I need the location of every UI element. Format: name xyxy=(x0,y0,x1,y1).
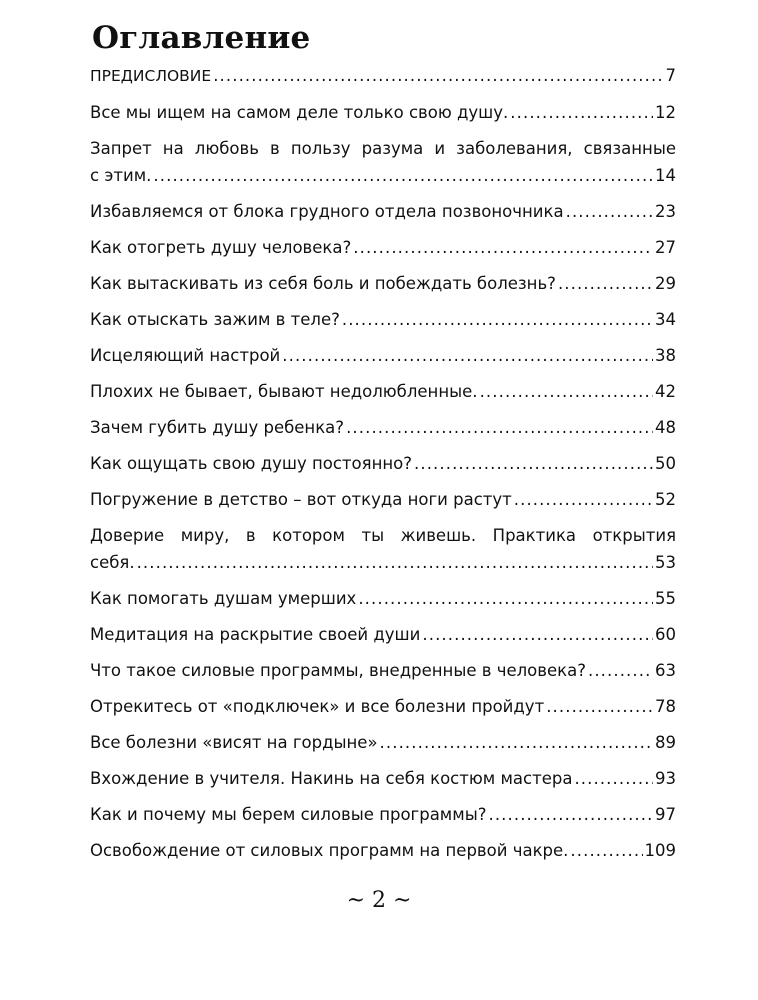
toc-entry-page: 78 xyxy=(655,697,676,716)
dot-leader xyxy=(153,162,653,189)
toc-entry-title: с этим. xyxy=(90,166,152,185)
page-title: Оглавление xyxy=(92,20,311,56)
toc-entry-title: Как и почему мы берем силовые программы? xyxy=(90,805,487,824)
toc-entry[interactable] xyxy=(90,135,676,189)
toc-entry-title: Медитация на раскрытие своей души xyxy=(90,625,421,644)
toc-entry-title: себя. xyxy=(90,553,135,572)
toc-entry-page: 23 xyxy=(655,202,676,221)
toc-entry-page: 7 xyxy=(665,66,676,85)
toc-entry-title: Зачем губить душу ребенка? xyxy=(90,418,345,437)
dot-leader xyxy=(346,414,653,441)
toc-entry-title-line: Запрет на любовь в пользу разума и заболевания, связанные xyxy=(90,139,676,158)
dot-leader xyxy=(353,234,653,261)
dot-leader xyxy=(422,621,653,648)
toc-entry[interactable] xyxy=(90,801,676,828)
toc-entry-title: Избавляемся от блока грудного отдела позвоночника xyxy=(90,202,564,221)
toc-entry-page: 14 xyxy=(655,166,676,185)
toc-entry-page: 53 xyxy=(655,553,676,572)
toc-entry[interactable] xyxy=(90,378,676,405)
toc-entry[interactable] xyxy=(90,486,676,513)
toc-entry-page: 55 xyxy=(655,589,676,608)
dot-leader xyxy=(213,62,663,89)
toc-entry-page: 34 xyxy=(655,310,676,329)
dot-leader xyxy=(566,198,653,225)
toc-entry-title: Как вытаскивать из себя боль и побеждать болезнь? xyxy=(90,274,556,293)
toc-entry-page: 12 xyxy=(655,103,676,122)
page-number: ~ 2 ~ xyxy=(346,888,412,913)
toc-entry-title: Отрекитесь от «подключек» и все болезни пройдут xyxy=(90,697,545,716)
toc-entry-title: Освобождение от силовых программ на первой чакре. xyxy=(90,841,569,860)
toc-entry-page: 27 xyxy=(655,238,676,257)
dot-leader xyxy=(488,801,653,828)
dot-leader xyxy=(588,657,653,684)
toc-entry-title: Все мы ищем на самом деле только свою душу. xyxy=(90,103,509,122)
dot-leader xyxy=(510,99,653,126)
toc-entry[interactable] xyxy=(90,414,676,441)
toc-entry[interactable] xyxy=(90,621,676,648)
toc-entry-page: 38 xyxy=(655,346,676,365)
toc-entry-page: 42 xyxy=(655,382,676,401)
table-of-contents xyxy=(90,62,676,873)
toc-entry[interactable] xyxy=(90,522,676,576)
toc-entry[interactable] xyxy=(90,62,676,90)
toc-entry[interactable] xyxy=(90,270,676,297)
toc-entry-title: Что такое силовые программы, внедренные в человека? xyxy=(90,661,586,680)
toc-entry[interactable] xyxy=(90,234,676,261)
toc-entry[interactable] xyxy=(90,837,676,864)
dot-leader xyxy=(358,585,653,612)
toc-entry-title: Как ощущать свою душу постоянно? xyxy=(90,454,412,473)
toc-entry-page: 48 xyxy=(655,418,676,437)
toc-entry-page: 52 xyxy=(655,490,676,509)
dot-leader xyxy=(570,837,642,864)
toc-entry-title: Как отогреть душу человека? xyxy=(90,238,352,257)
toc-entry[interactable] xyxy=(90,99,676,126)
toc-entry-title: Как помогать душам умерших xyxy=(90,589,357,608)
toc-entry[interactable] xyxy=(90,306,676,333)
dot-leader xyxy=(480,378,653,405)
toc-entry-page: 109 xyxy=(644,841,676,860)
toc-entry-page: 97 xyxy=(655,805,676,824)
toc-entry[interactable] xyxy=(90,450,676,477)
dot-leader xyxy=(414,450,653,477)
dot-leader xyxy=(282,342,653,369)
toc-entry[interactable] xyxy=(90,342,676,369)
toc-entry-title-line: Доверие миру, в котором ты живешь. Практика открытия xyxy=(90,526,676,545)
dot-leader xyxy=(546,693,653,720)
toc-entry[interactable] xyxy=(90,693,676,720)
toc-entry-page: 50 xyxy=(655,454,676,473)
toc-entry-title: ПРЕДИСЛОВИЕ xyxy=(90,67,212,85)
toc-entry-page: 60 xyxy=(655,625,676,644)
toc-entry[interactable] xyxy=(90,198,676,225)
toc-entry-page: 63 xyxy=(655,661,676,680)
dot-leader xyxy=(558,270,653,297)
toc-entry-page: 93 xyxy=(655,769,676,788)
toc-entry-title: Исцеляющий настрой xyxy=(90,346,281,365)
toc-entry-title: Вхождение в учителя. Накинь на себя костюм мастера xyxy=(90,769,573,788)
dot-leader xyxy=(380,729,653,756)
toc-entry-page: 89 xyxy=(655,733,676,752)
toc-entry-title: Все болезни «висят на гордыне» xyxy=(90,733,378,752)
toc-entry-title: Как отыскать зажим в теле? xyxy=(90,310,340,329)
toc-entry[interactable] xyxy=(90,765,676,792)
dot-leader xyxy=(137,549,653,576)
toc-entry-title: Погружение в детство – вот откуда ноги растут xyxy=(90,490,512,509)
dot-leader xyxy=(574,765,653,792)
dot-leader xyxy=(514,486,653,513)
toc-entry[interactable] xyxy=(90,585,676,612)
toc-entry-title: Плохих не бывает, бывают недолюбленные. xyxy=(90,382,478,401)
toc-entry[interactable] xyxy=(90,729,676,756)
toc-entry-page: 29 xyxy=(655,274,676,293)
toc-entry[interactable] xyxy=(90,657,676,684)
dot-leader xyxy=(342,306,653,333)
